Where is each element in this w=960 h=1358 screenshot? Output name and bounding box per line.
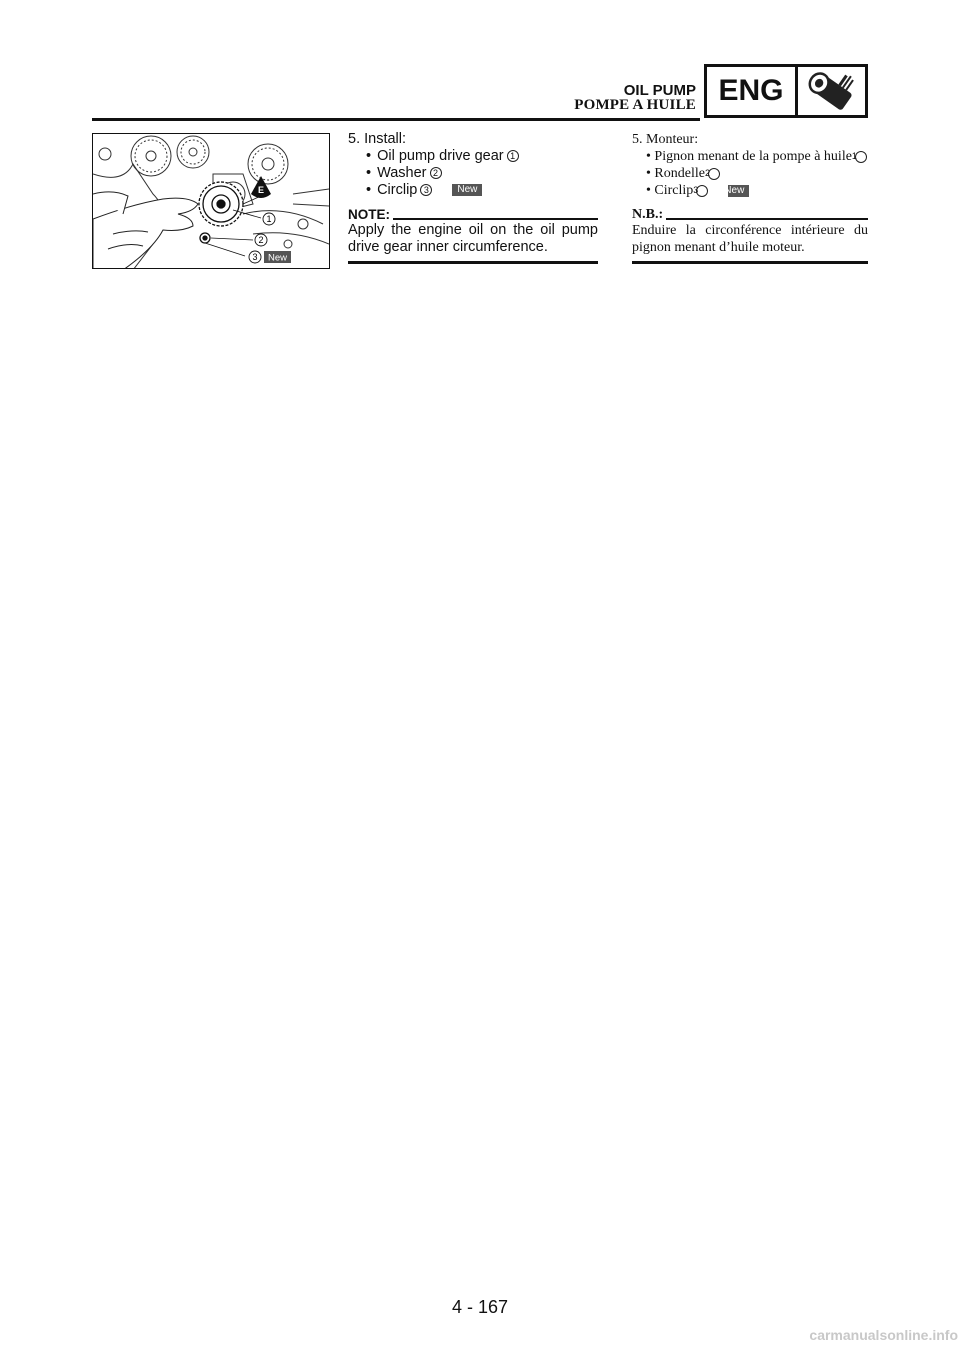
new-part-tag: New: [452, 184, 482, 196]
list-item: • Washer 2: [366, 165, 598, 182]
english-instructions: [348, 131, 598, 264]
figure-new-tag: New: [267, 252, 288, 264]
callout-ref: 2: [708, 168, 720, 180]
note-header: [348, 208, 598, 222]
list-item: • Pignon menant de la pompe à huile1: [646, 148, 868, 165]
note-label: NOTE:: [348, 207, 390, 222]
callout-2: 2: [258, 235, 264, 245]
new-part-tag: New: [728, 185, 749, 197]
callout-1: 1: [266, 214, 272, 224]
page-number: 4 - 167: [451, 1297, 509, 1317]
list-item: • Circlip3 New: [646, 182, 868, 199]
section-badge: [704, 64, 868, 118]
step-heading: 5. Install:: [348, 131, 407, 147]
callout-ref: 3: [420, 184, 432, 196]
note-end-rule: [632, 261, 868, 264]
page-title-en: OIL PUMP: [623, 82, 696, 99]
watermark: carmanualsonline.info: [809, 1327, 958, 1343]
section-badge-label: ENG: [707, 67, 798, 115]
note-rule: [666, 218, 868, 221]
note-end-rule: [348, 261, 598, 264]
note-label: N.B.:: [632, 207, 664, 222]
engine-piston-icon: [798, 67, 865, 115]
callout-ref: 1: [507, 150, 519, 162]
callout-3: 3: [252, 252, 258, 262]
callout-ref: 3: [696, 185, 708, 197]
callout-ref: 2: [430, 167, 442, 179]
note-text: Enduire la circonférence intérieure du pignon menant d’huile moteur.: [632, 223, 868, 255]
step-heading: 5. Monteur:: [632, 132, 699, 147]
header-rule: [92, 118, 700, 121]
note-header: [632, 208, 868, 222]
installation-illustration: [92, 133, 330, 269]
note-text: Apply the engine oil on the oil pump drive gear inner circumference.: [348, 222, 598, 255]
lube-mark-label: E: [257, 185, 265, 195]
page-title-fr: POMPE A HUILE: [574, 97, 696, 113]
list-item: • Circlip 3 New: [366, 182, 598, 199]
list-item: • Rondelle2: [646, 165, 868, 182]
callout-ref: 1: [855, 151, 867, 163]
note-rule: [393, 218, 598, 221]
list-item: • Oil pump drive gear 1: [366, 148, 598, 165]
french-instructions: [632, 131, 868, 264]
